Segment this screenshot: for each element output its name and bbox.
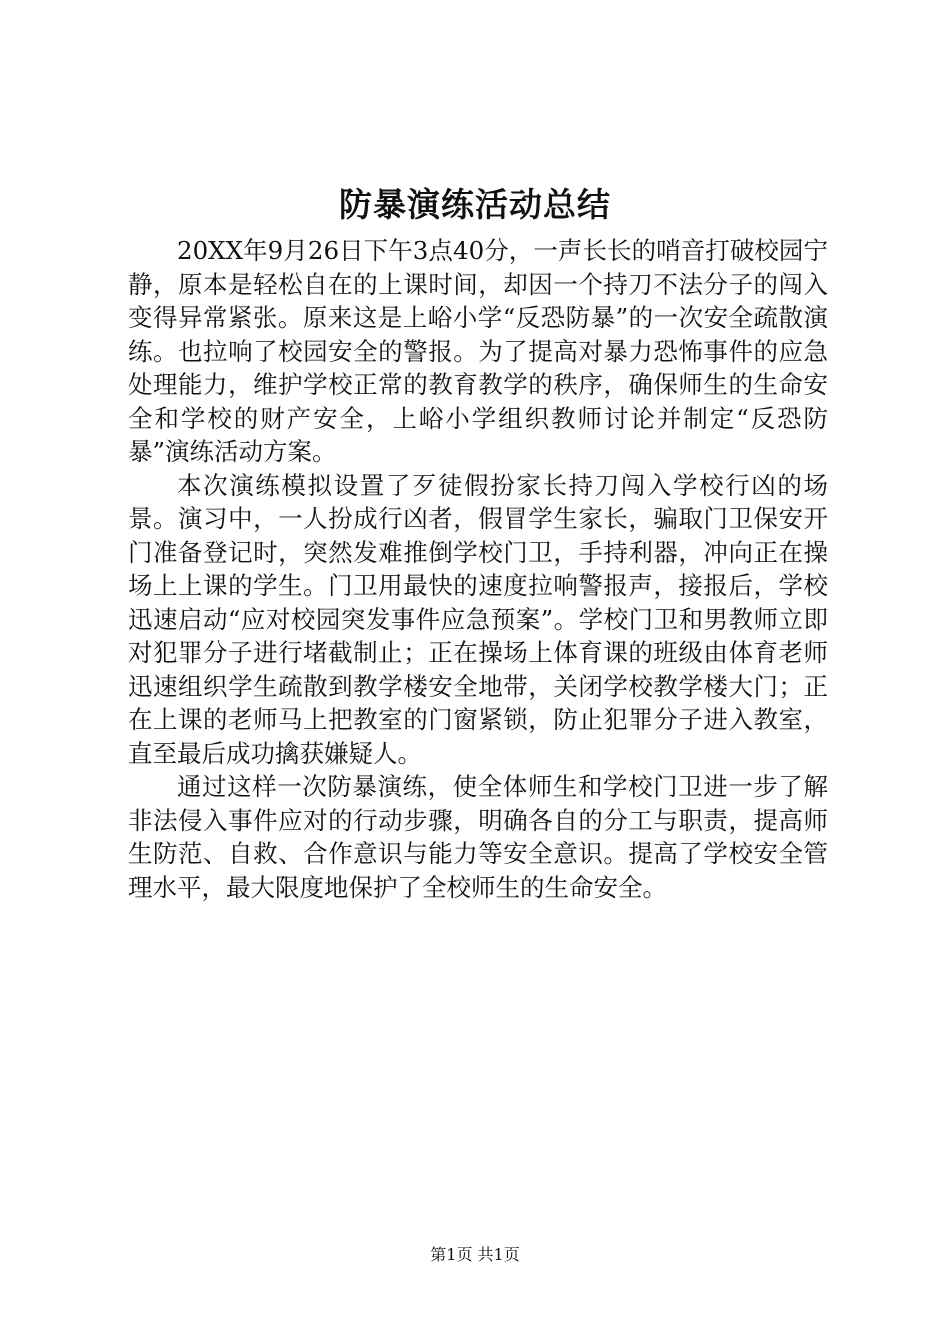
page-footer: 第1页 共1页 <box>430 1245 520 1264</box>
document-body <box>128 234 828 904</box>
paragraph-1: 20XX年9月26日下午3点40分，一声长长的哨音打破校园宁静，原本是轻松自在的上课时间，却因一个持刀不法分子的闯入变得异常紧张。原来这是上峪小学“反恐防暴”的一次安全疏散演练。也拉响了校园安全的警报。为了提高对暴力恐怖事件的应急处理能力，维护学校正常的教育教学的秩序，确保师生的生命安全和学校的财产安全，上峪小学组织教师讨论并制定“反恐防暴”演练活动方案。 <box>128 236 828 466</box>
paragraph-2: 本次演练模拟设置了歹徒假扮家长持刀闯入学校行凶的场景。演习中，一人扮成行凶者，假冒学生家长，骗取门卫保安开门准备登记时，突然发难推倒学校门卫，手持利器，冲向正在操场上上课的学生。门卫用最快的速度拉响警报声，接报后，学校迅速启动“应对校园突发事件应急预案”。学校门卫和男教师立即对犯罪分子进行堵截制止；正在操场上体育课的班级由体育老师迅速组织学生疏散到教学楼安全地带，关闭学校教学楼大门；正在上课的老师马上把教室的门窗紧锁，防止犯罪分子进入教室，直至最后成功擒获嫌疑人。 <box>128 470 828 768</box>
document-title: 防暴演练活动总结 <box>339 185 611 224</box>
paragraph-3: 通过这样一次防暴演练，使全体师生和学校门卫进一步了解非法侵入事件应对的行动步骤，明确各自的分工与职责，提高师生防范、自救、合作意识与能力等安全意识。提高了学校安全管理水平，最大限度地保护了全校师生的生命安全。 <box>128 772 828 902</box>
